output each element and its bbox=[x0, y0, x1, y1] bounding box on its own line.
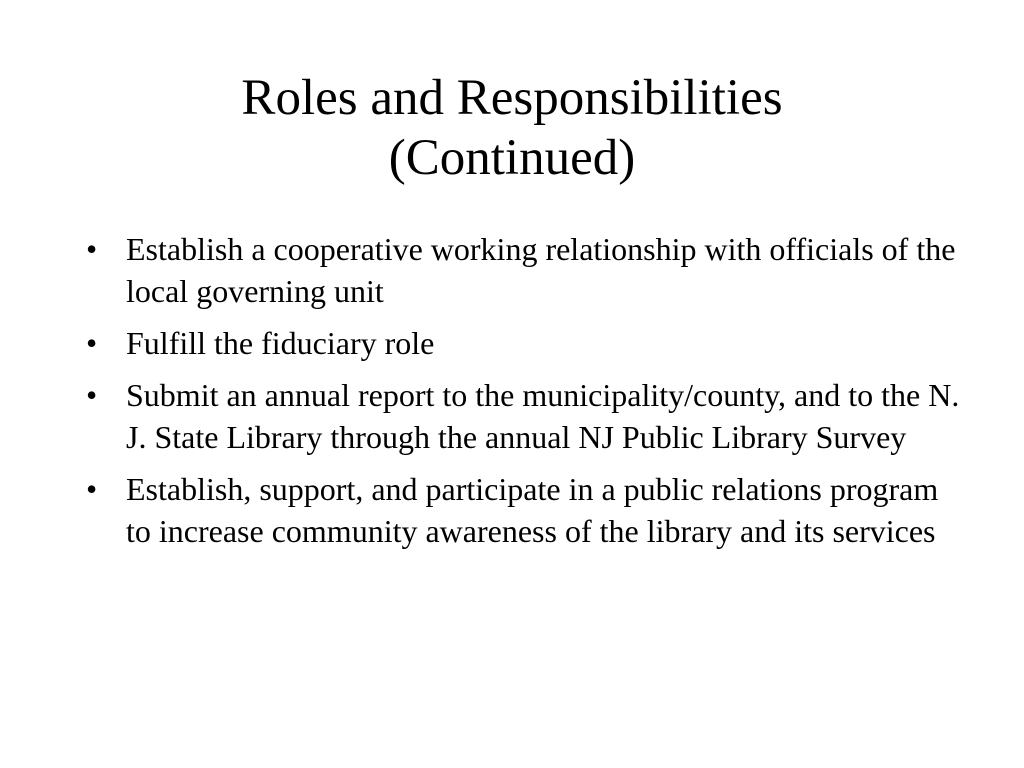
bullet-item-annual-report bbox=[86, 374, 966, 458]
bullet-item-public-relations bbox=[86, 468, 966, 552]
bullet-icon: • bbox=[86, 471, 98, 507]
bullet-icon: • bbox=[86, 325, 98, 361]
slide-title bbox=[0, 68, 1024, 188]
bullet-item-fiduciary-role bbox=[86, 322, 966, 364]
slide-title-line-1: Roles and Responsibilities bbox=[241, 70, 783, 126]
bullet-text: Fulfill the fiduciary role bbox=[126, 325, 435, 361]
slide-title-line-2: (Continued) bbox=[388, 130, 636, 186]
bullet-icon: • bbox=[86, 377, 98, 413]
bullet-item-cooperative-relationship bbox=[86, 228, 966, 312]
bullet-text: Submit an annual report to the municipality/county, and to the N. J. State Library through the annual NJ Public Library Survey bbox=[126, 377, 960, 455]
bullet-icon: • bbox=[86, 231, 98, 267]
bullet-list bbox=[86, 228, 966, 562]
bullet-text: Establish a cooperative working relationship with officials of the local governing unit bbox=[126, 231, 956, 309]
bullet-text: Establish, support, and participate in a public relations program to increase community awareness of the library and its services bbox=[126, 471, 939, 549]
